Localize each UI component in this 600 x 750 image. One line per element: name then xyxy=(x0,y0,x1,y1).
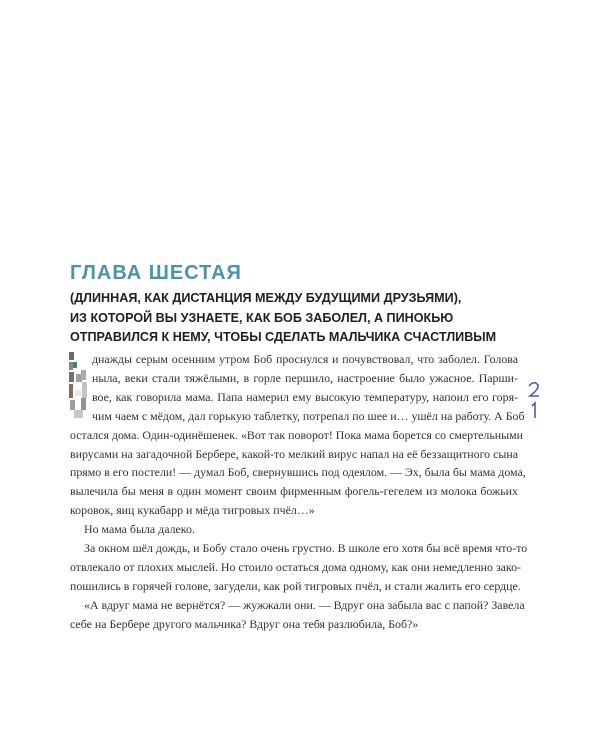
text-line: вылечила бы меня в один момент своим фирменным фогель-гегелем из молока божьих xyxy=(70,484,518,499)
text-line: чим чаем с мёдом, дал горькую таблетку, потрепал по шее и… ушёл на работу. А Боб xyxy=(92,408,525,423)
paragraph-2 xyxy=(70,520,518,539)
text-line: отвлекало от плохих мыслей. Но стоило остаться дома одному, как они немедленно зако- xyxy=(70,559,522,574)
chapter-title: ГЛАВА ШЕСТАЯ xyxy=(70,262,242,284)
paragraph-3 xyxy=(70,539,528,596)
text-line: ныла, веки стали тяжёлыми, в горле першило, настроение было ужасное. Парши- xyxy=(92,370,518,385)
text-line: вое, как говорила мама. Папа намерил ему высокую температуру, напоил его горя- xyxy=(92,389,518,404)
text-line: «А вдруг мама не вернётся? — жужжали они. — Вдруг она забыла вас с папой? Завела xyxy=(84,597,525,612)
text-line: коровок, яиц кукабарр и мёда тигровых пчёл…» xyxy=(70,503,315,518)
subtitle-line: (ДЛИННАЯ, КАК ДИСТАНЦИЯ МЕЖДУ БУДУЩИМИ ДРУЗЬЯМИ), xyxy=(70,291,462,305)
text-line: остался дома. Один-одинёшенек. «Вот так поворот! Пока мама борется со смертельными xyxy=(70,427,524,442)
text-line: пошились в горячей голове, загудели, как рой тигровых пчёл, и стали жалить его сердце. xyxy=(70,578,521,593)
page-marker-glyphs xyxy=(527,380,541,420)
page-marker-icon xyxy=(527,380,541,420)
paragraph-1 xyxy=(70,350,526,520)
subtitle-line: ИЗ КОТОРОЙ ВЫ УЗНАЕТЕ, КАК БОБ ЗАБОЛЕЛ, А ПИНОКЬЮ xyxy=(70,310,454,325)
chapter-subtitle xyxy=(70,289,540,348)
paragraph-4 xyxy=(70,596,525,634)
text-line: Но мама была далеко. xyxy=(84,522,195,537)
text-line: вирусами на загадочной Бербере, какой-то мелкий вирус напал на её беззащитного сына xyxy=(70,446,519,461)
chapter-body xyxy=(70,350,528,634)
text-line: прямо в его постели! — думал Боб, свернувшись под одеялом. — Эх, была бы мама дома, xyxy=(70,465,526,480)
subtitle-line: ОТПРАВИЛСЯ К НЕМУ, ЧТОБЫ СДЕЛАТЬ МАЛЬЧИКА СЧАСТЛИВЫМ xyxy=(70,330,497,344)
text-line: днажды серым осенним утром Боб проснулся и почувствовал, что заболел. Голова xyxy=(92,352,518,366)
text-line: За окном шёл дождь, и Бобу стало очень грустно. В школе его хотя бы всё время что-то xyxy=(84,541,528,556)
text-line: себе на Бербере другого мальчика? Вдруг она тебя разлюбила, Боб?» xyxy=(70,616,419,631)
